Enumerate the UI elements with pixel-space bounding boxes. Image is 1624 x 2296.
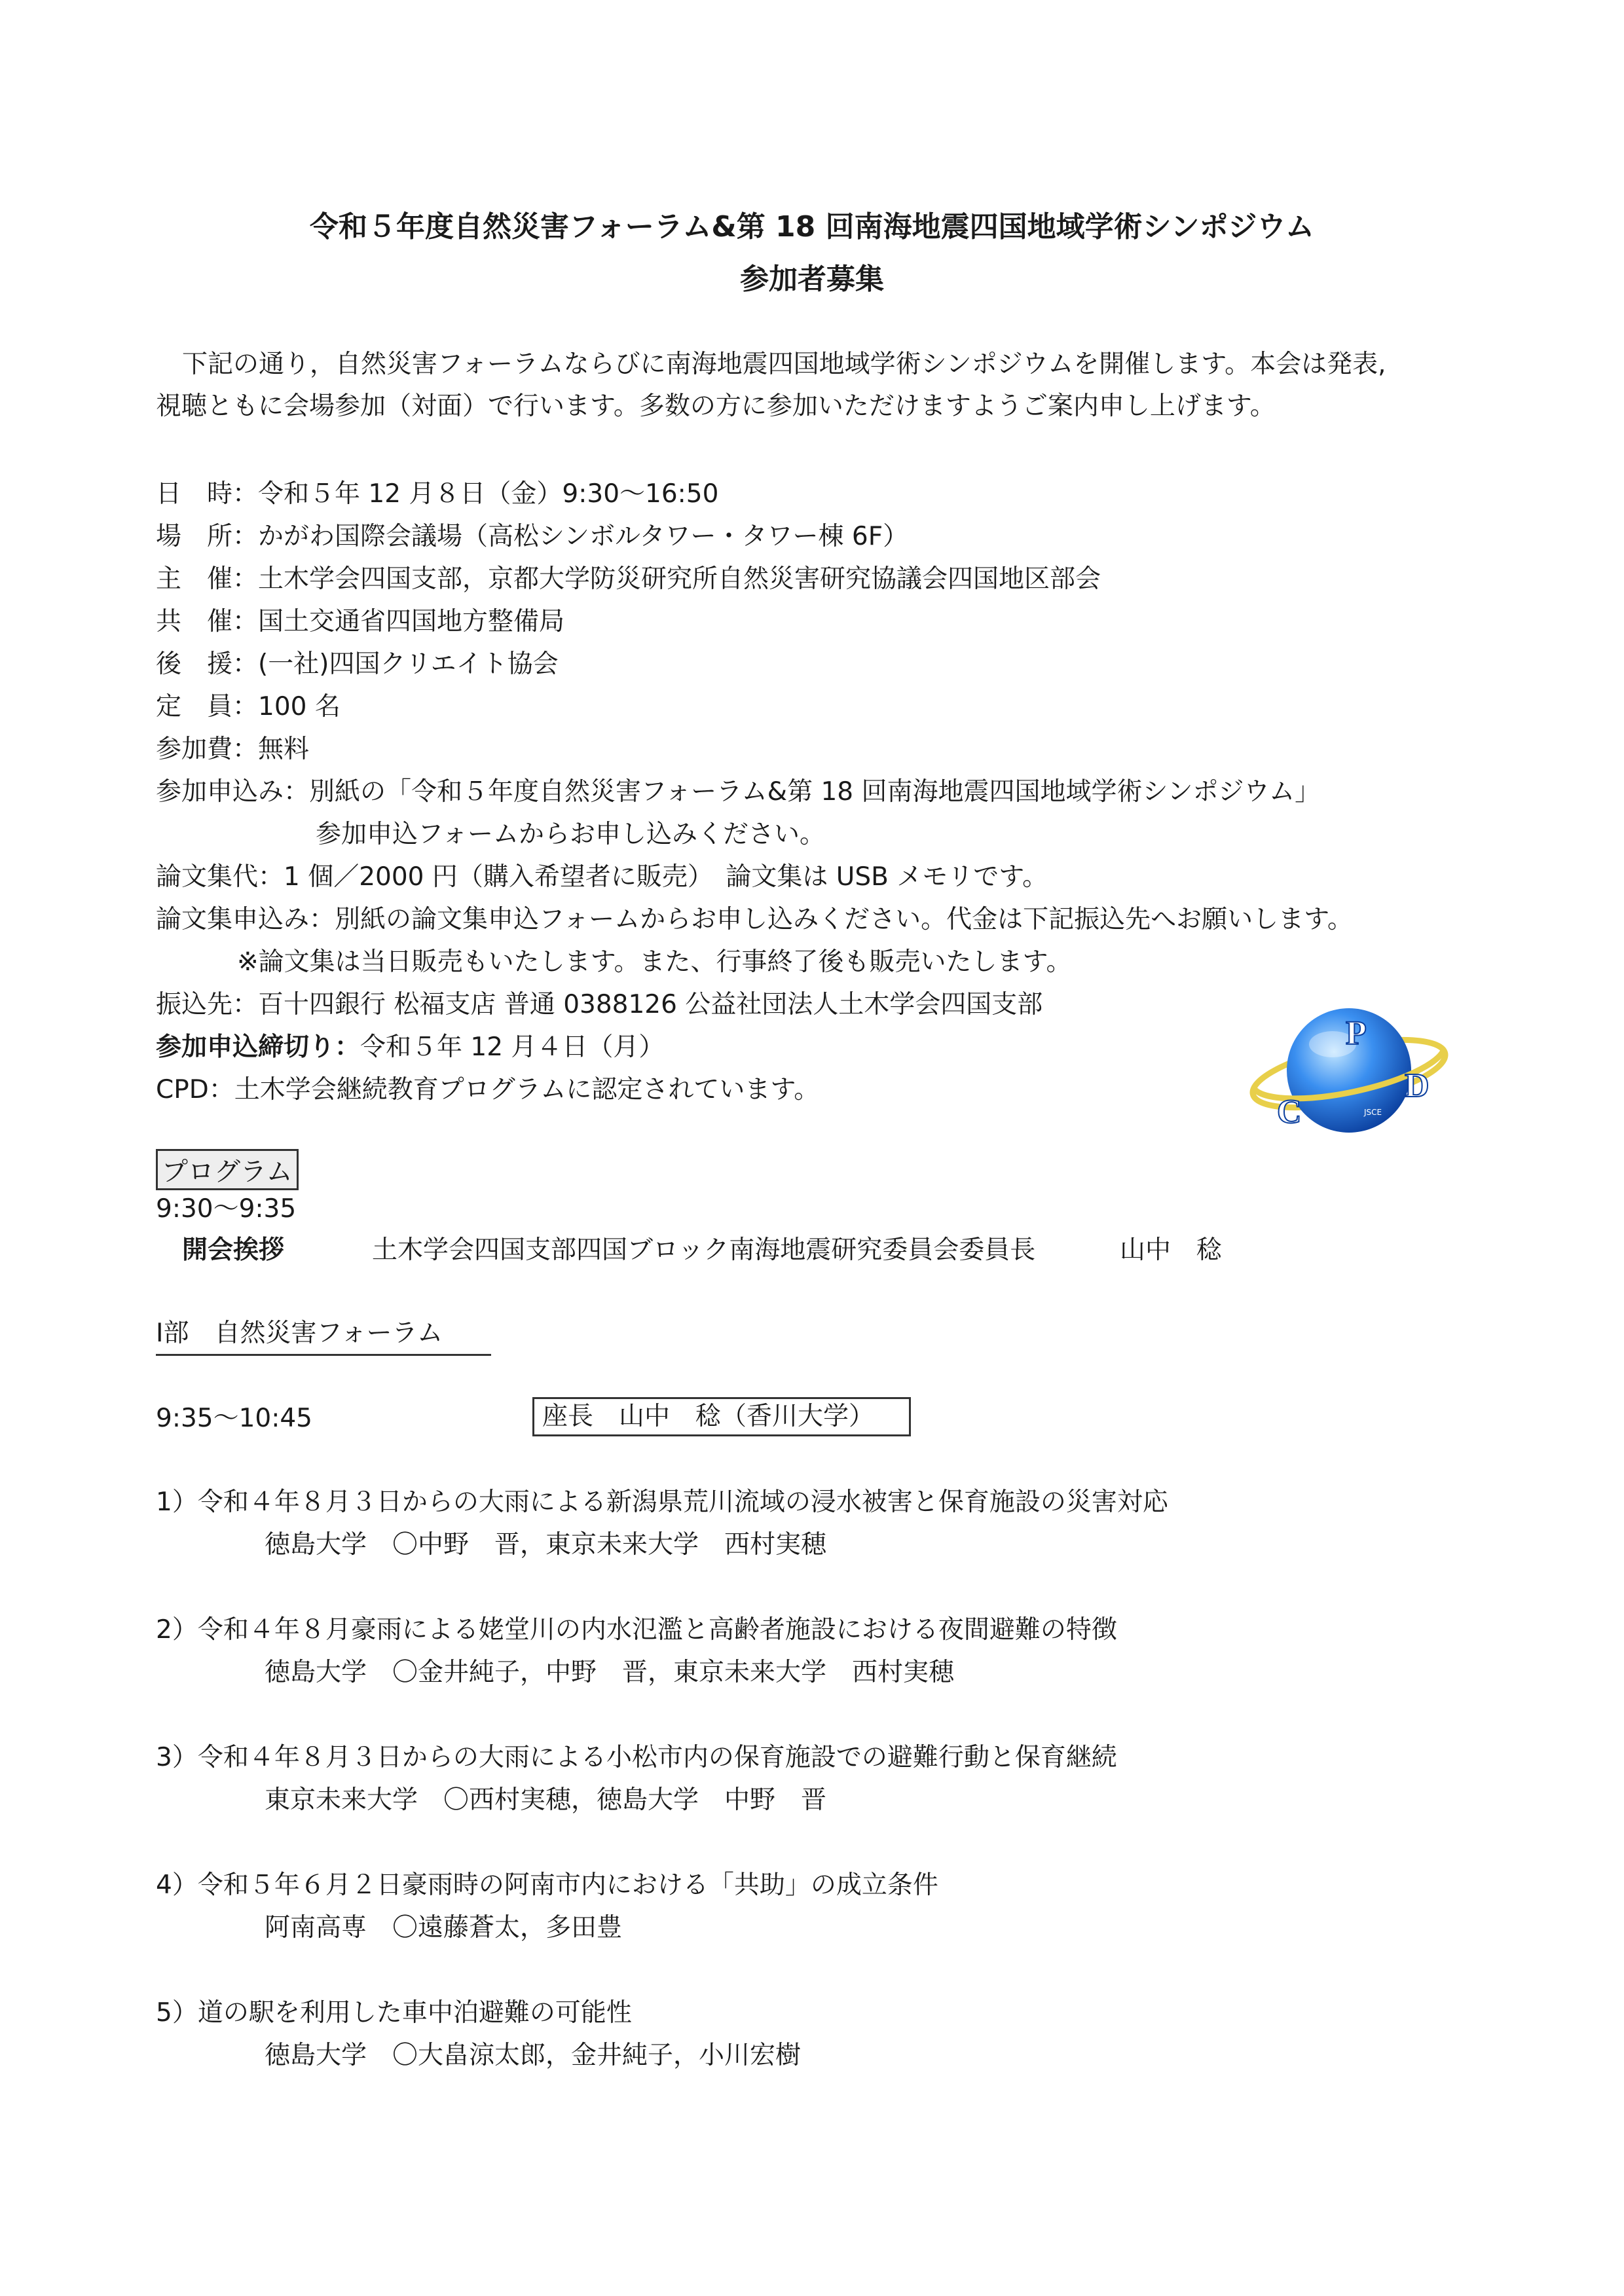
info-bank [156,989,1043,1021]
info-label: 振込先： [156,990,259,1019]
info-label: 共 催： [156,607,259,636]
info-supporter [156,648,559,681]
info-date [156,478,718,511]
paper-authors: 徳島大学 〇中野 晋，東京未来大学 西村実穂 [265,1530,827,1559]
paper-title: 4）令和５年６月２日豪雨時の阿南市内における「共助」の成立条件 [156,1870,938,1900]
opening-time: 9:30〜9:35 [156,1194,297,1224]
info-proceedings-order [156,903,1353,936]
info-organizer [156,563,1101,596]
info-application [156,776,1320,809]
info-application-cont [316,818,825,851]
info-label: 後 援： [156,649,259,679]
info-label: 主 催： [156,564,259,594]
info-capacity [156,691,341,723]
info-label: 定 員： [156,692,259,721]
info-label: 参加申込み： [156,777,310,807]
info-value: 令和５年 12 月８日（金）9:30〜16:50 [258,479,719,509]
info-value: 令和５年 12 月４日（月） [360,1032,665,1062]
paper-authors: 阿南高専 〇遠藤蒼太，多田豊 [265,1913,623,1942]
logo-small-text: JSCE [1364,1108,1382,1117]
session-chair: 座長 山中 稔（香川大学） [532,1397,911,1436]
info-label: 論文集代： [156,862,284,892]
paper-title: 3）令和４年８月３日からの大雨による小松市内の保育施設での避難行動と保育継続 [156,1743,1117,1772]
page-title: 令和５年度自然災害フォーラム&第 18 回南海地震四国地域学術シンポジウム [309,210,1315,244]
logo-letter-p: P [1346,1015,1367,1052]
info-value: 別紙の「令和５年度自然災害フォーラム&第 18 回南海地震四国地域学術シンポジウム」 [309,777,1321,807]
intro-line-1: 下記の通り，自然災害フォーラムならびに南海地震四国地域学術シンポジウムを開催します。本会は発表, [182,350,1386,379]
info-label: CPD： [156,1075,234,1104]
opening-title: 開会挨拶 [182,1235,285,1265]
info-label: 場 所： [156,522,259,551]
info-value: (一社)四国クリエイト協会 [258,649,559,679]
paper-title: 2）令和４年８月豪雨による姥堂川の内水氾濫と高齢者施設における夜間避難の特徴 [156,1615,1117,1645]
logo-letter-c: C [1277,1093,1302,1131]
cpd-logo [1241,992,1457,1149]
part1-heading: Ⅰ部 自然災害フォーラム [156,1317,491,1356]
info-value: 土木学会四国支部，京都大学防災研究所自然災害研究協議会四国地区部会 [258,564,1101,594]
info-value: かがわ国際会議場（高松シンボルタワー・タワー棟 6F） [258,522,909,551]
info-label: 参加申込締切り： [156,1032,361,1062]
info-label: 論文集申込み： [156,905,335,934]
info-value: 100 名 [258,692,341,721]
info-value: 百十四銀行 松福支店 普通 0388126 公益社団法人土木学会四国支部 [258,990,1043,1019]
opening-name: 山中 稔 [1120,1235,1223,1265]
info-value: 国土交通省四国地方整備局 [258,607,565,636]
info-value: 土木学会継続教育プログラムに認定されています。 [234,1075,820,1104]
intro-line-2: 視聴ともに会場参加（対面）で行います。多数の方に参加いただけますようご案内申し上げます。 [156,392,1276,421]
info-label: 日 時： [156,479,259,509]
paper-authors: 徳島大学 〇大畠涼太郎，金井純子，小川宏樹 [265,2041,802,2070]
info-cpd [156,1074,819,1106]
info-fee [156,733,309,766]
info-cosponsor [156,606,564,638]
info-value: ※論文集は当日販売もいたします。また、行事終了後も販売いたします。 [237,947,1072,977]
info-proceedings-note [237,946,1071,979]
paper-title: 1）令和４年８月３日からの大雨による新潟県荒川流域の浸水被害と保育施設の災害対応 [156,1487,1168,1517]
paper-authors: 徳島大学 〇金井純子，中野 晋，東京未来大学 西村実穂 [265,1658,955,1687]
info-value: 別紙の論文集申込フォームからお申し込みください。代金は下記振込先へお願いします。 [335,905,1353,934]
info-deadline [156,1031,664,1064]
info-label: 参加費： [156,735,259,764]
info-proceedings-price [156,861,1048,894]
page-subtitle: 参加者募集 [740,263,884,296]
paper-authors: 東京未来大学 〇西村実穂，徳島大学 中野 晋 [265,1785,827,1815]
info-venue [156,520,908,553]
program-label: プログラム [156,1149,299,1190]
info-value: 無料 [258,735,310,764]
info-value: 1 個／2000 円（購入希望者に販売） 論文集は USB メモリです。 [284,862,1048,892]
paper-title: 5）道の駅を利用した車中泊避難の可能性 [156,1998,632,2028]
logo-letter-d: D [1405,1067,1430,1104]
opening-speaker: 土木学会四国支部四国ブロック南海地震研究委員会委員長 [372,1235,1036,1265]
info-value: 参加申込フォームからお申し込みください。 [316,820,826,849]
session-time: 9:35〜10:45 [156,1404,312,1433]
